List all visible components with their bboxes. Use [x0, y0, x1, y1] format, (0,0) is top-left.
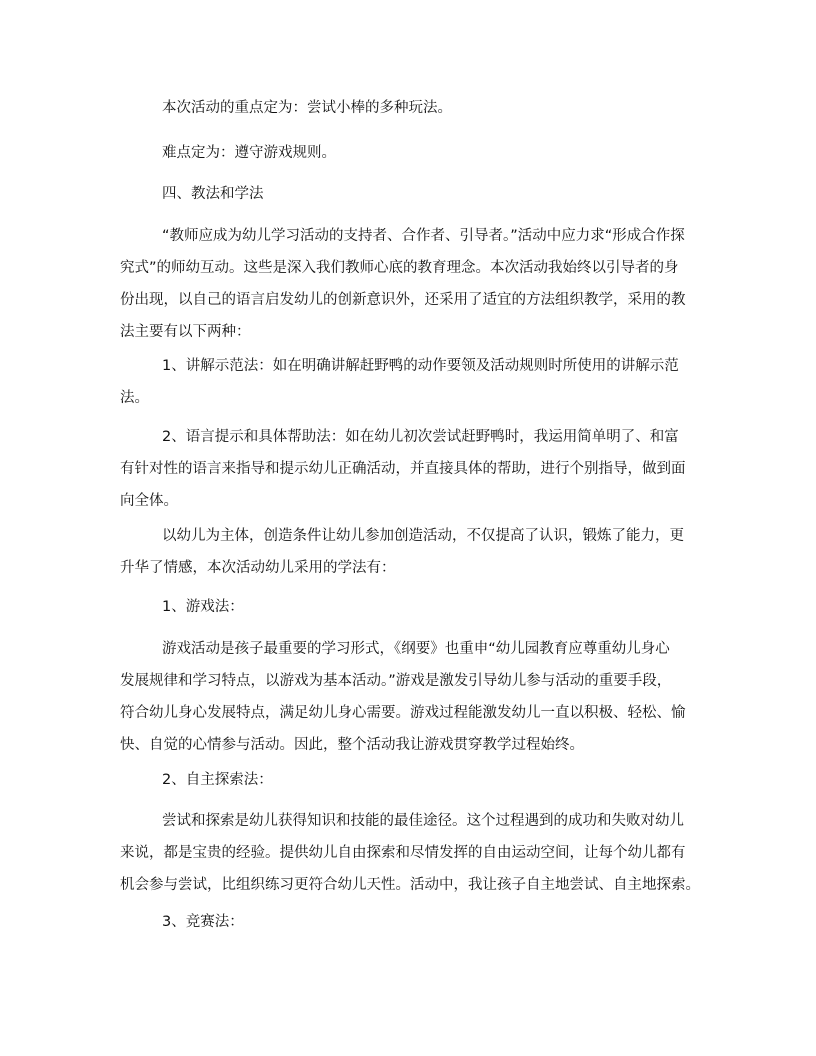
text-line: 升华了情感，本次活动幼儿采用的学法有： — [120, 560, 396, 576]
text-line: 1、讲解示范法：如在明确讲解赶野鸭的动作要领及活动规则时所使用的讲解示范 — [162, 358, 679, 374]
text-line: 符合幼儿身心发展特点，满足幼儿身心需要。游戏过程能激发幼儿一直以积极、轻松、愉 — [120, 705, 686, 721]
text-line: 游戏活动是孩子最重要的学习形式，《纲要》也重申“幼儿园教育应尊重幼儿身心 — [162, 641, 670, 657]
text-line: 法。 — [120, 390, 149, 406]
text-line: 尝试和探索是幼儿获得知识和技能的最佳途径。这个过程遇到的成功和失败对幼儿 — [162, 813, 684, 829]
text-line: 2、语言提示和具体帮助法：如在幼儿初次尝试赶野鸭时，我运用简单明了、和富 — [162, 429, 679, 445]
text-line: “教师应成为幼儿学习活动的支持者、合作者、引导者。”活动中应力求“形成合作探 — [162, 228, 685, 244]
paragraph-exploration-method — [120, 805, 700, 901]
text-line: 来说，都是宝贵的经验。提供幼儿自由探索和尽情发挥的自由运动空间，让每个幼儿都有 — [120, 845, 686, 861]
paragraph-method-2 — [120, 421, 700, 517]
text-line: 向全体。 — [120, 493, 178, 509]
subheading-exploration-method — [162, 764, 742, 796]
paragraph-teaching-philosophy — [120, 220, 700, 348]
paragraph-learning-methods — [120, 520, 700, 584]
paragraph-method-1 — [120, 350, 700, 414]
text-line: 2、自主探索法： — [162, 772, 273, 788]
text-line: 发展规律和学习特点，以游戏为基本活动。”游戏是激发引导幼儿参与活动的重要手段， — [120, 673, 672, 689]
text-line: 有针对性的语言来指导和提示幼儿正确活动，并直接具体的帮助，进行个别指导，做到面 — [120, 461, 686, 477]
text-line: 本次活动的重点定为：尝试小棒的多种玩法。 — [162, 100, 452, 116]
text-line: 3、竞赛法： — [162, 914, 244, 930]
text-line: 以幼儿为主体，创造条件让幼儿参加创造活动，不仅提高了认识，锻炼了能力，更 — [162, 528, 684, 544]
text-line: 法主要有以下两种： — [120, 324, 251, 340]
text-line: 份出现，以自己的语言启发幼儿的创新意识外，还采用了适宜的方法组织教学，采用的教 — [120, 292, 686, 308]
text-line: 1、游戏法： — [162, 599, 244, 615]
text-line: 四、教法和学法 — [162, 186, 264, 202]
text-line: 机会参与尝试，比组织练习更符合幼儿天性。活动中，我让孩子自主地尝试、自主地探索。 — [120, 877, 700, 893]
subheading-competition-method — [162, 906, 742, 938]
paragraph-difficulty — [162, 137, 742, 169]
text-line: 究式”的师幼互动。这些是深入我们教师心底的教育理念。本次活动我始终以引导者的身 — [120, 260, 679, 276]
paragraph-key-point — [162, 92, 742, 124]
subheading-game-method — [162, 591, 742, 623]
paragraph-game-method — [120, 633, 700, 761]
section-heading — [162, 178, 742, 210]
text-line: 快、自觉的心情参与活动。因此，整个活动我让游戏贯穿教学过程始终。 — [120, 737, 584, 753]
text-line: 难点定为：遵守游戏规则。 — [162, 145, 336, 161]
